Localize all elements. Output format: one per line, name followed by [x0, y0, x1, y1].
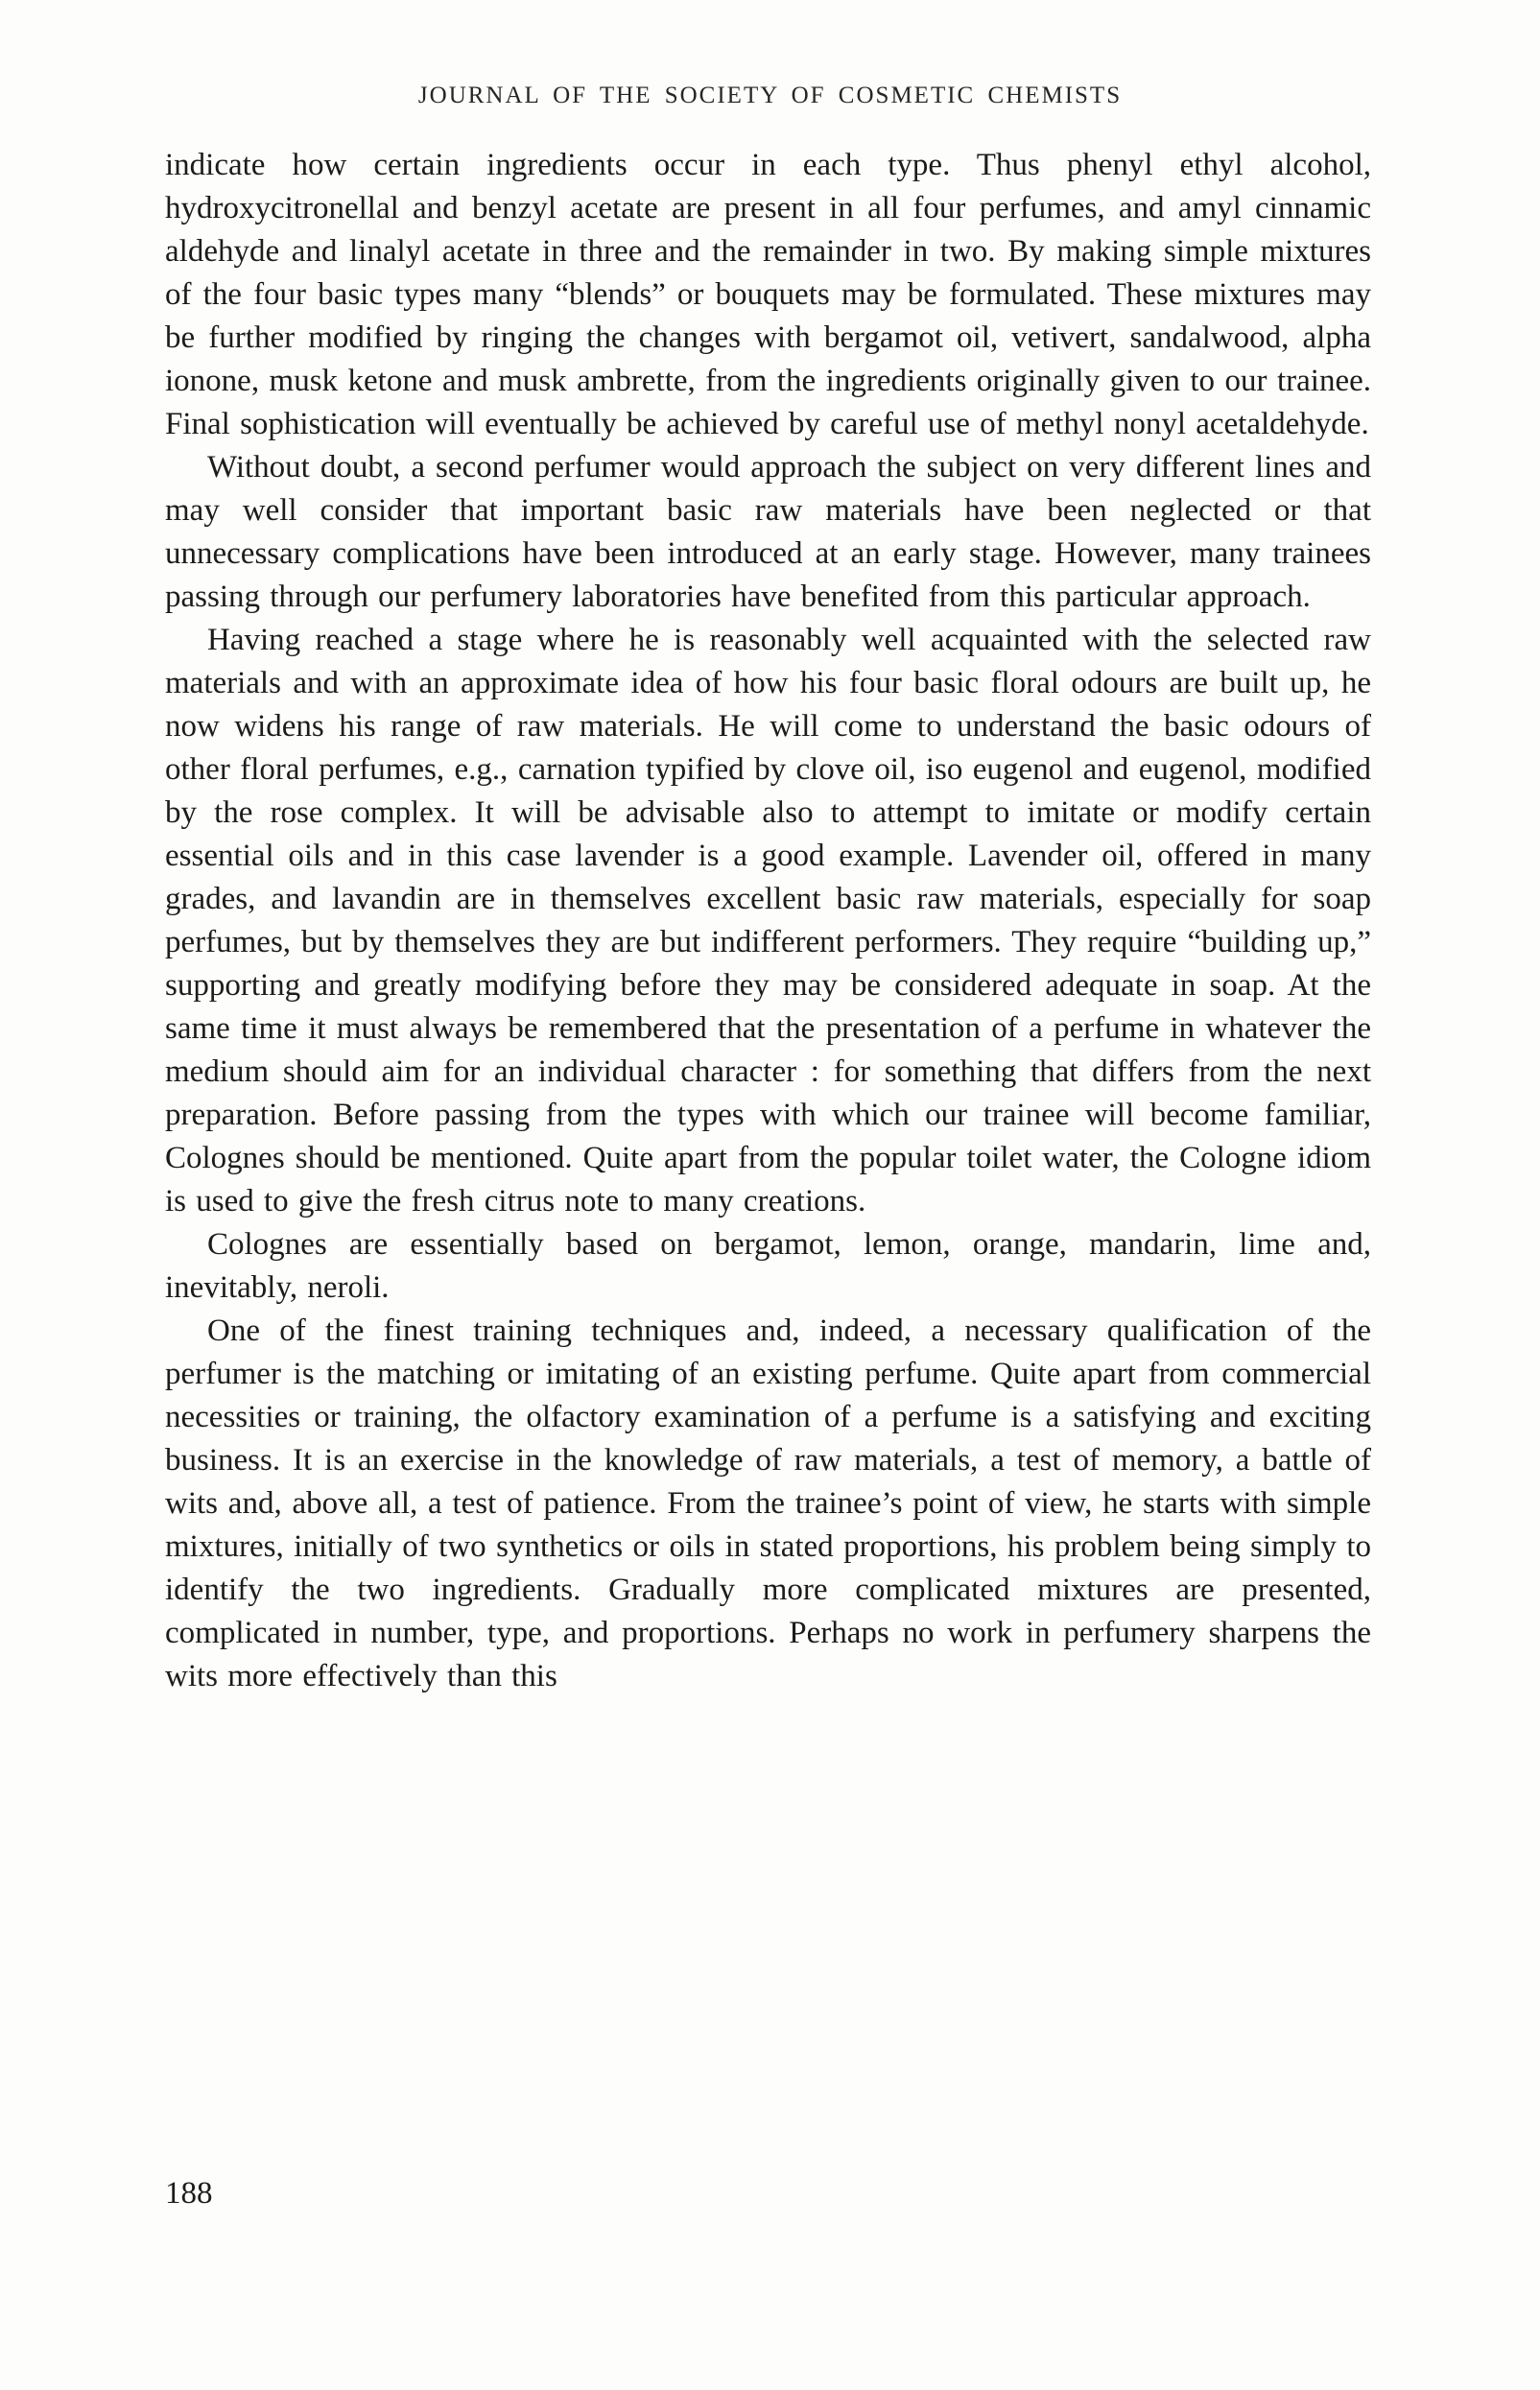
- paragraph: One of the finest training techniques and, indeed, a necessary qualification of the perfumer is the matching or imitating of an existing perfume. Quite apart from commercial necessities or training, the olfactory examination of a perfume is a satisfying and exciting business. It is an exercise in the knowledge of raw materials, a test of memory, a battle of wits and, above all, a test of patience. From the trainee’s point of view, he starts with simple mixtures, initially of two synthetics or oils in stated proportions, his problem being simply to identify the two ingredients. Gradually more complicated mixtures are presented, complicated in number, type, and proportions. Perhaps no work in perfumery sharpens the wits more effectively than this: [165, 1313, 1371, 1693]
- page-number: 188: [165, 2176, 213, 2211]
- page-body: [165, 144, 1371, 1698]
- running-head: JOURNAL OF THE SOCIETY OF COSMETIC CHEMISTS: [417, 83, 1123, 108]
- paragraph: Colognes are essentially based on bergamot, lemon, orange, mandarin, lime and, inevitably, neroli.: [165, 1227, 1371, 1305]
- paragraph: indicate how certain ingredients occur in each type. Thus phenyl ethyl alcohol, hydroxycitronellal and benzyl acetate are present in all four perfumes, and amyl cinnamic aldehyde and linalyl acetate in three and the remainder in two. By making simple mixtures of the four basic types many “blends” or bouquets may be formulated. These mixtures may be further modified by ringing the changes with bergamot oil, vetivert, sandalwood, alpha ionone, musk ketone and musk ambrette, from the ingredients originally given to our trainee. Final sophistication will eventually be achieved by careful use of methyl nonyl acetaldehyde.: [165, 148, 1371, 441]
- paragraph: Having reached a stage where he is reasonably well acquainted with the selected raw materials and with an approximate idea of how his four basic floral odours are built up, he now widens his range of raw materials. He will come to understand the basic odours of other floral perfumes, e.g., carnation typified by clove oil, iso eugenol and eugenol, modified by the rose complex. It will be advisable also to attempt to imitate or modify certain essential oils and in this case lavender is a good example. Lavender oil, offered in many grades, and lavandin are in themselves excellent basic raw materials, especially for soap perfumes, but by themselves they are but indifferent performers. They require “building up,” supporting and greatly modifying before they may be considered adequate in soap. At the same time it must always be remembered that the presentation of a perfume in whatever the medium should aim for an individual character : for something that differs from the next preparation. Before passing from the types with which our trainee will become familiar, Colognes should be mentioned. Quite apart from the popular toilet water, the Cologne idiom is used to give the fresh citrus note to many creations.: [165, 623, 1371, 1219]
- paragraph: Without doubt, a second perfumer would approach the subject on very different lines and may well consider that important basic raw materials have been neglected or that unnecessary complications have been introduced at an early stage. However, many trainees passing through our perfumery laboratories have benefited from this particular approach.: [165, 450, 1371, 614]
